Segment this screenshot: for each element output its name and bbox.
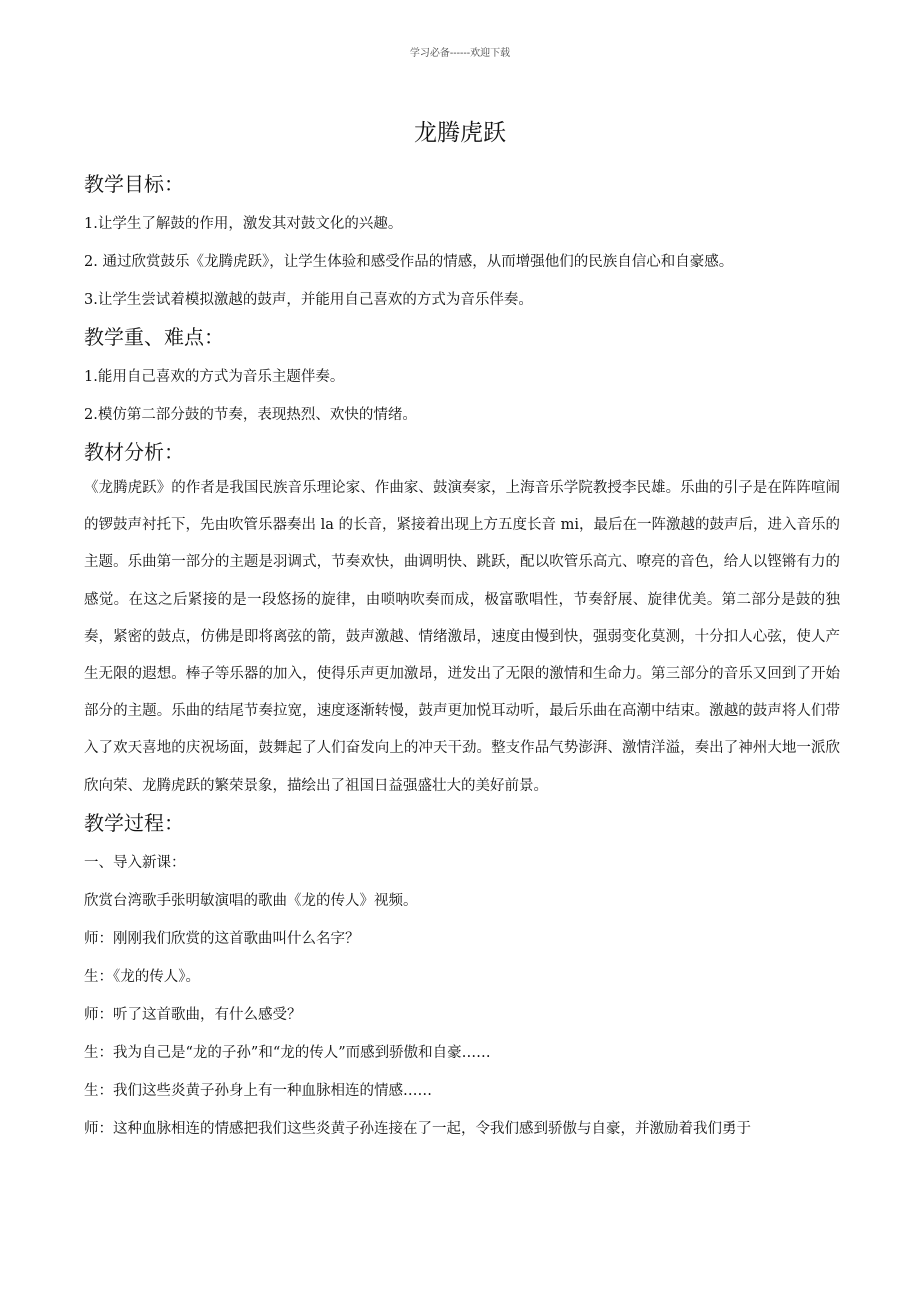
process-heading: 教学过程： [84, 810, 184, 835]
process-line-5: 师：听了这首歌曲，有什么感受？ [84, 1006, 302, 1023]
process-line-8: 师：这种血脉相连的情感把我们这些炎黄子孙连接在了一起，令我们感到骄傲与自豪，并激励着我们勇于 [84, 1120, 751, 1137]
document-title: 龙腾虎跃 [414, 120, 506, 146]
key-points-heading: 教学重、难点： [84, 325, 224, 349]
analysis-heading: 教材分析： [84, 440, 184, 464]
goals-heading: 教学目标： [84, 172, 184, 196]
process-line-6: 生：我为自己是“龙的子孙”和“龙的传人”而感到骄傲和自豪…… [84, 1044, 491, 1061]
process-line-1: 一、导入新课： [84, 854, 186, 871]
key-point-item-1: 1.能用自己喜欢的方式为音乐主题伴奏。 [84, 369, 345, 385]
goal-item-2: 2. 通过欣赏鼓乐《龙腾虎跃》，让学生体验和感受作品的情感，从而增强他们的民族自信心和自豪感。 [84, 254, 734, 270]
process-line-3: 师：刚刚我们欣赏的这首歌曲叫什么名字？ [84, 930, 360, 947]
process-line-4: 生：《龙的传人》。 [84, 968, 200, 985]
header-note: 学习必备------欢迎下载 [409, 48, 511, 59]
process-line-2: 欣赏台湾歌手张明敏演唱的歌曲《龙的传人》视频。 [84, 892, 418, 909]
process-line-7: 生：我们这些炎黄子孙身上有一种血脉相连的情感…… [84, 1082, 432, 1099]
key-point-item-2: 2.模仿第二部分鼓的节奏，表现热烈、欢快的情绪。 [84, 407, 417, 423]
goal-item-3: 3.让学生尝试着模拟激越的鼓声，并能用自己喜欢的方式为音乐伴奏。 [84, 292, 533, 308]
goal-item-1: 1.让学生了解鼓的作用，激发其对鼓文化的兴趣。 [84, 216, 403, 232]
document-body [84, 166, 840, 1148]
analysis-paragraph: 《龙腾虎跃》的作者是我国民族音乐理论家、作曲家、鼓演奏家，上海音乐学院教授李民雄。乐曲的引子是在阵阵喧闹的锣鼓声衬托下，先由吹管乐器奏出 la 的长音，紧接着出现上方五度长音 mi，最后在一阵激越的鼓声后，进入音乐的主题。乐曲第一部分的主题是羽调式，节奏欢快，曲调明快、跳跃，配以吹管乐高亢、嘹亮的音色，给人以铿锵有力的感觉。在这之后紧接的是一段悠扬的旋律，由唢呐吹奏而成，极富歌唱性，节奏舒展、旋律优美。第二部分是鼓的独奏，紧密的鼓点，仿佛是即将离弦的箭，鼓声激越、情绪激昂，速度由慢到快，强弱变化莫测，十分扣人心弦，使人产生无限的遐想。棒子等乐器的加入，使得乐声更加激昂，迸发出了无限的激情和生命力。第三部分的音乐又回到了开始部分的主题。乐曲的结尾节奏拉宽，速度逐渐转慢，鼓声更加悦耳动听，最后乐曲在高潮中结束。激越的鼓声将人们带入了欢天喜地的庆祝场面，鼓舞起了人们奋发向上的冲天干劲。整支作品气势澎湃、激情洋溢，奏出了神州大地一派欣欣向荣、龙腾虎跃的繁荣景象，描绘出了祖国日益强盛壮大的美好前景。 [84, 480, 840, 794]
